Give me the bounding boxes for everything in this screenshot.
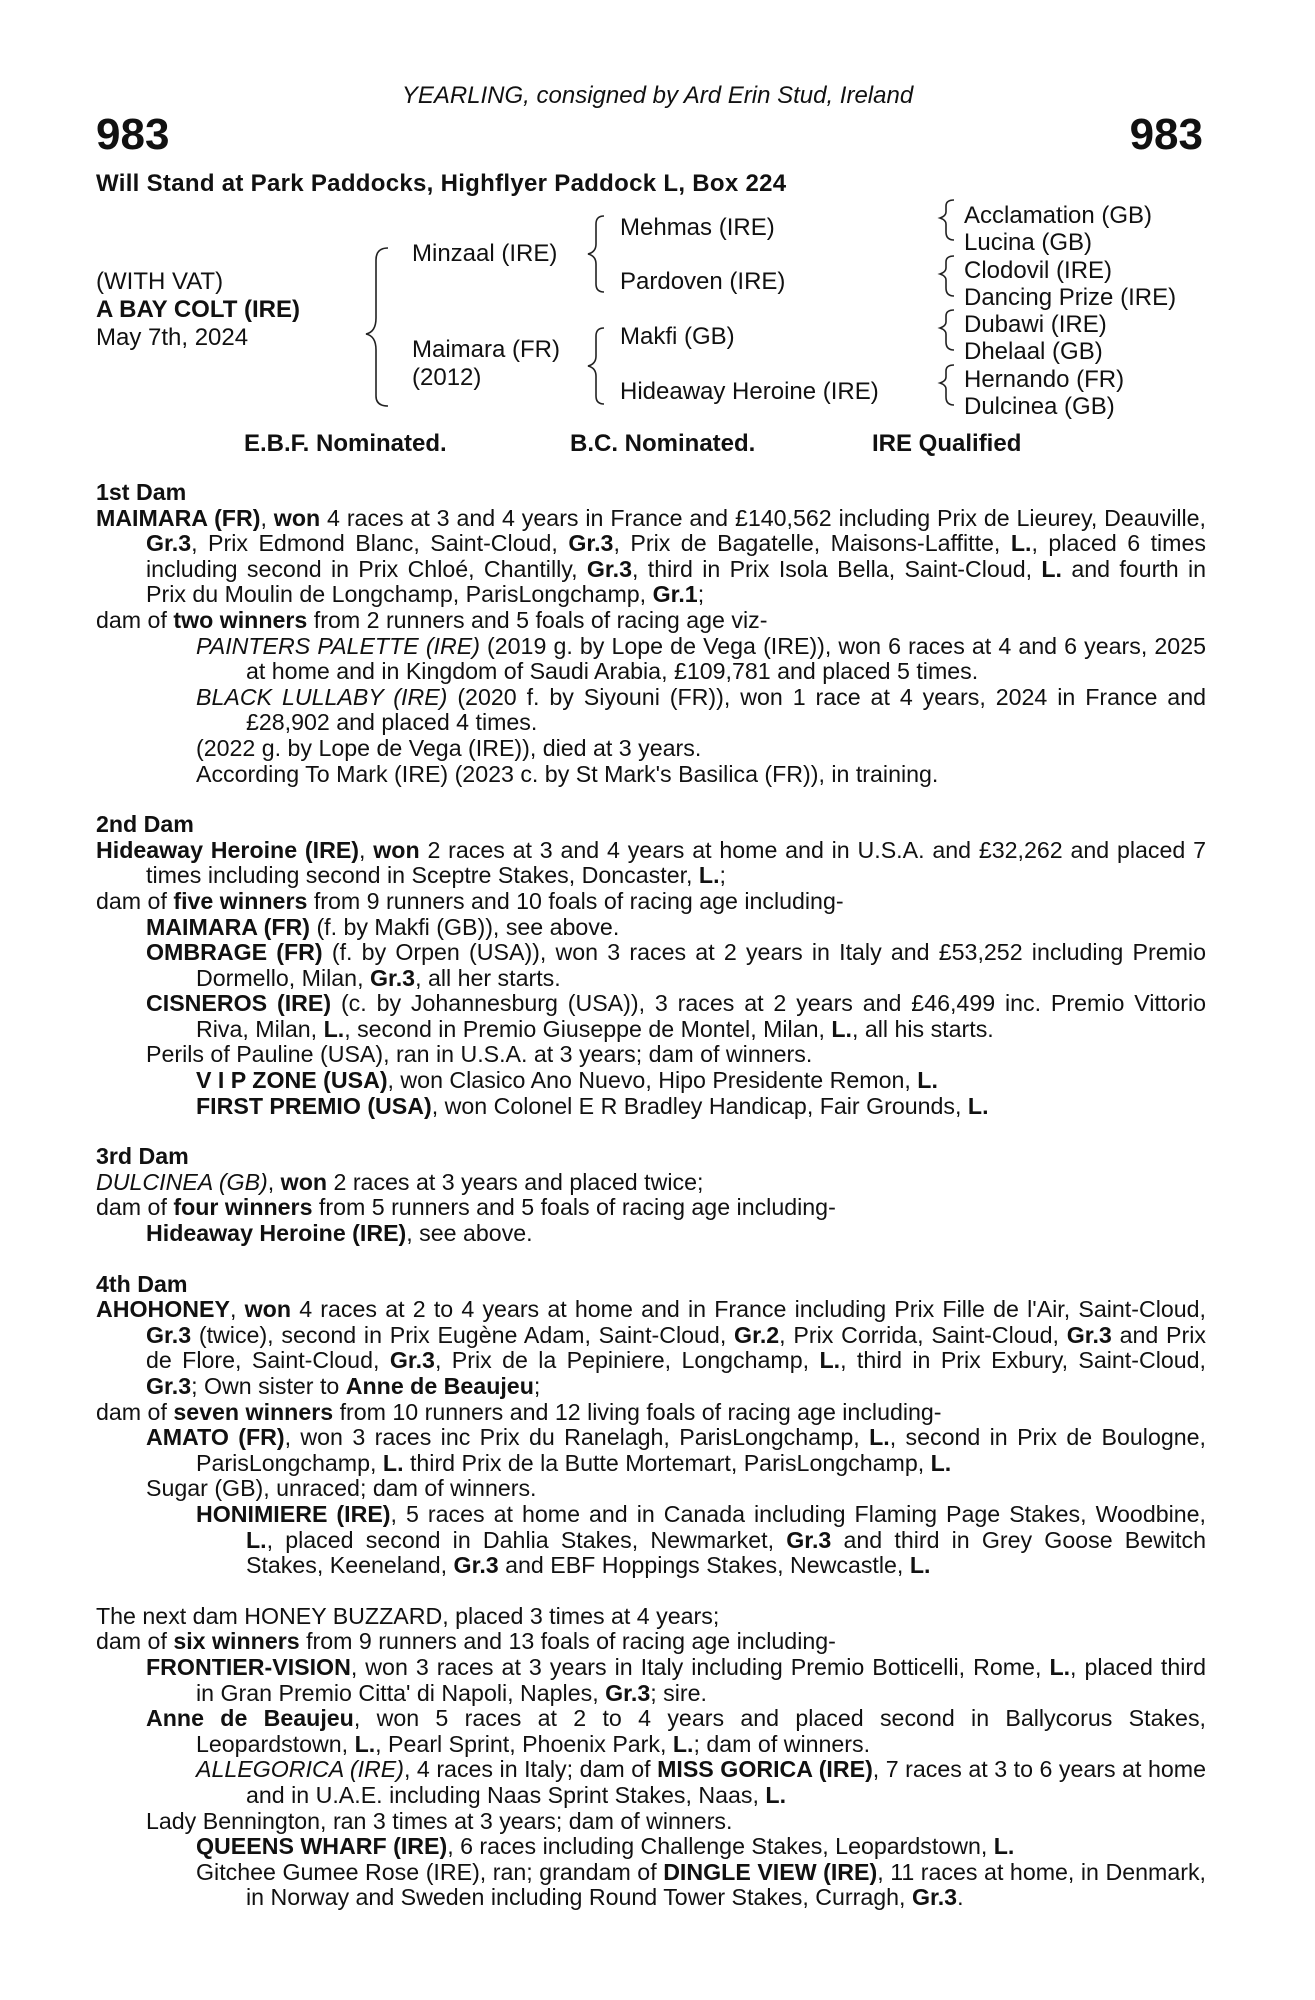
produce-entry: Anne de Beaujeu, won 5 races at 2 to 4 years and placed second in Ballycorus Stakes, Leopardstown, L., Pearl Sprint, Phoenix Park, L.; dam of winners. xyxy=(146,1705,1206,1757)
dam-entry: DULCINEA (GB), won 2 races at 3 years and placed twice; xyxy=(96,1168,704,1195)
section-heading: 4th Dam xyxy=(96,1270,188,1297)
produce-entry: Hideaway Heroine (IRE), see above. xyxy=(146,1220,533,1247)
sire-name: Minzaal (IRE) xyxy=(412,240,558,267)
grandparent-5: Dubawi (IRE) xyxy=(964,311,1107,338)
produce-entry: MAIMARA (FR) (f. by Makfi (GB)), see above. xyxy=(146,913,620,940)
produce-summary: dam of six winners from 9 runners and 13 foals of racing age including- xyxy=(96,1628,836,1655)
produce-entry: According To Mark (IRE) (2023 c. by St Mark's Basilica (FR)), in training. xyxy=(196,760,939,787)
produce-entry: V I P ZONE (USA), won Clasico Ano Nuevo, Hipo Presidente Remon, L. xyxy=(196,1067,938,1094)
dam-entry: Hideaway Heroine (IRE), won 2 races at 3 and 4 years at home and in U.S.A. and £32,262 and placed 7 times including second in Sceptre Stakes, Doncaster, L.; xyxy=(96,836,1206,889)
pedigree-notes xyxy=(96,480,1206,1911)
produce-entry: Perils of Pauline (USA), ran in U.S.A. at 3 years; dam of winners. xyxy=(146,1041,813,1068)
produce-summary: dam of two winners from 2 runners and 5 foals of racing age viz- xyxy=(96,606,768,633)
produce-entry: FIRST PREMIO (USA), won Colonel E R Bradley Handicap, Fair Grounds, L. xyxy=(196,1092,989,1119)
produce-entry: AMATO (FR), won 3 races inc Prix du Ranelagh, ParisLongchamp, L., second in Prix de Boulogne, ParisLongchamp, L. third Prix de la Butte Mortemart, ParisLongchamp, L. xyxy=(146,1424,1206,1476)
section-heading: 2nd Dam xyxy=(96,811,194,838)
produce-entry: Lady Bennington, ran 3 times at 3 years; dam of winners. xyxy=(146,1807,733,1834)
produce-entry: HONIMIERE (IRE), 5 races at home and in Canada including Flaming Page Stakes, Woodbine, L., placed second in Dahlia Stakes, Newmarket, Gr.3 and third in Grey Goose Bewitch Stakes, Keeneland, Gr.3 and EBF Hoppings Stakes, Newcastle, L. xyxy=(196,1500,1206,1579)
next-dam-entry: The next dam HONEY BUZZARD, placed 3 times at 4 years; xyxy=(96,1602,720,1629)
grandparent-3: Clodovil (IRE) xyxy=(964,257,1113,284)
dam-name: Maimara (FR) xyxy=(412,336,560,363)
ire-qualified: IRE Qualified xyxy=(872,430,1022,457)
produce-entry: OMBRAGE (FR) (f. by Orpen (USA)), won 3 races at 2 years in Italy and £53,252 including Premio Dormello, Milan, Gr.3, all her starts. xyxy=(146,939,1206,991)
lot-number-right: 983 xyxy=(1129,110,1203,159)
produce-entry: CISNEROS (IRE) (c. by Johannesburg (USA)), 3 races at 2 years and £46,499 inc. Premio Vittorio Riva, Milan, L., second in Premio Giuseppe de Montel, Milan, L., all his starts. xyxy=(146,990,1206,1042)
grandparent-6: Dhelaal (GB) xyxy=(964,338,1103,365)
ebf-nominated: E.B.F. Nominated. xyxy=(244,430,447,457)
grandparent-1: Acclamation (GB) xyxy=(964,202,1153,229)
section-heading: 1st Dam xyxy=(96,479,187,505)
produce-summary: dam of five winners from 9 runners and 10 foals of racing age including- xyxy=(96,887,844,914)
bc-nominated: B.C. Nominated. xyxy=(570,430,756,457)
produce-entry: Gitchee Gumee Rose (IRE), ran; grandam of DINGLE VIEW (IRE), 11 races at home, in Denmark, in Norway and Sweden including Round Tower Stakes, Curragh, Gr.3. xyxy=(196,1858,1206,1911)
sire-dam: Pardoven (IRE) xyxy=(620,268,786,295)
dam-entry: MAIMARA (FR), won 4 races at 3 and 4 years in France and £140,562 including Prix de Lieurey, Deauville, Gr.3, Prix Edmond Blanc, Saint-Cloud, Gr.3, Prix de Bagatelle, Maisons-Laffitte, L., placed 6 times including second in Prix Chloé, Chantilly, Gr.3, third in Prix Isola Bella, Saint-Cloud, L. and fourth in Prix du Moulin de Longchamp, ParisLongchamp, Gr.1; xyxy=(96,504,1206,608)
dam-year: (2012) xyxy=(412,364,482,391)
horse-name: A BAY COLT (IRE) xyxy=(96,296,301,323)
produce-entry: (2022 g. by Lope de Vega (IRE)), died at 3 years. xyxy=(196,734,702,761)
grandparent-8: Dulcinea (GB) xyxy=(964,393,1115,420)
produce-entry: PAINTERS PALETTE (IRE) (2019 g. by Lope de Vega (IRE)), won 6 races at 4 and 6 years, 2025 at home and in Kingdom of Saudi Arabia, £109,781 and placed 5 times. xyxy=(196,632,1206,685)
dam-dam: Hideaway Heroine (IRE) xyxy=(620,378,879,405)
section-heading: 3rd Dam xyxy=(96,1143,189,1170)
produce-summary: dam of four winners from 5 runners and 5 foals of racing age including- xyxy=(96,1194,836,1221)
produce-entry: FRONTIER-VISION, won 3 races at 3 years in Italy including Premio Botticelli, Rome, L., placed third in Gran Premio Citta' di Napoli, Naples, Gr.3; sire. xyxy=(146,1653,1206,1706)
dam-entry: AHOHONEY, won 4 races at 2 to 4 years at home and in France including Prix Fille de l'Air, Saint-Cloud, Gr.3 (twice), second in Prix Eugène Adam, Saint-Cloud, Gr.2, Prix Corrida, Saint-Cloud, Gr.3 and Prix de Flore, Saint-Cloud, Gr.3, Prix de la Pepiniere, Longchamp, L., third in Prix Exbury, Saint-Cloud, Gr.3; Own sister to Anne de Beaujeu; xyxy=(96,1296,1206,1399)
vat-label: (WITH VAT) xyxy=(96,268,224,295)
produce-entry: QUEENS WHARF (IRE), 6 races including Challenge Stakes, Leopardstown, L. xyxy=(196,1833,1015,1860)
grandparent-4: Dancing Prize (IRE) xyxy=(964,284,1177,311)
produce-entry: Sugar (GB), unraced; dam of winners. xyxy=(146,1475,537,1502)
sire-sire: Mehmas (IRE) xyxy=(620,214,775,241)
dam-sire: Makfi (GB) xyxy=(620,323,735,350)
location-line: Will Stand at Park Paddocks, Highflyer Paddock L, Box 224 xyxy=(96,170,787,197)
grandparent-2: Lucina (GB) xyxy=(964,229,1093,256)
lot-number-left: 983 xyxy=(96,110,170,159)
produce-entry: ALLEGORICA (IRE), 4 races in Italy; dam of MISS GORICA (IRE), 7 races at 3 to 6 years at home and in U.A.E. including Naas Sprint Stakes, Naas, L. xyxy=(196,1756,1206,1808)
consignment-line: YEARLING, consigned by Ard Erin Stud, Ireland xyxy=(401,82,914,109)
grandparent-7: Hernando (FR) xyxy=(964,366,1125,393)
produce-summary: dam of seven winners from 10 runners and 12 living foals of racing age including- xyxy=(96,1398,942,1425)
produce-entry: BLACK LULLABY (IRE) (2020 f. by Siyouni (FR)), won 1 race at 4 years, 2024 in France and £28,902 and placed 4 times. xyxy=(196,683,1206,736)
foaling-date: May 7th, 2024 xyxy=(96,324,249,351)
